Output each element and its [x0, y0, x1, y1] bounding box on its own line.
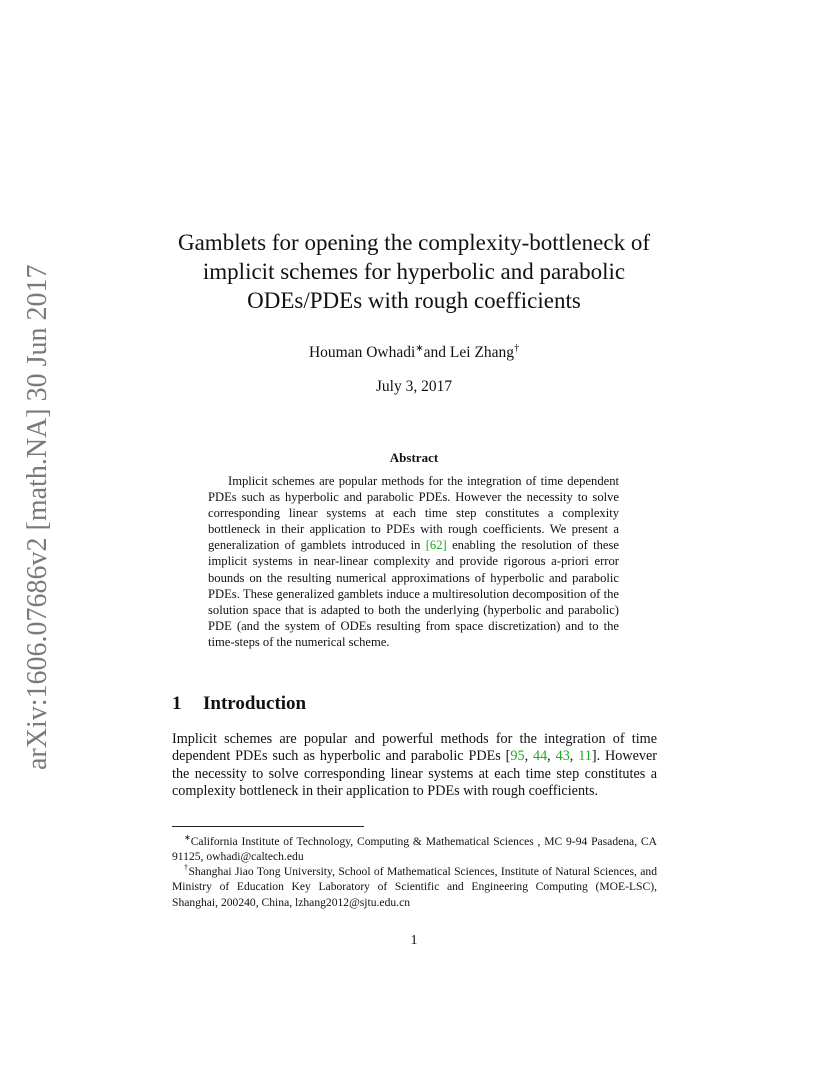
- citation-link[interactable]: 95: [510, 748, 525, 765]
- abstract-body: [208, 473, 619, 650]
- footnote-marker: ∗: [415, 343, 424, 354]
- paragraph-text: Implicit schemes are popular and powerful methods for the integration of time dependent PDEs such as hyperbolic and parabolic PDEs [: [172, 731, 657, 765]
- abstract-heading: Abstract: [389, 450, 439, 465]
- citation-link[interactable]: 43: [555, 748, 570, 765]
- section-title: Introduction: [203, 693, 307, 714]
- author-name: Lei Zhang: [449, 344, 515, 362]
- abstract-text: Implicit schemes are popular methods for the integration of time dependent PDEs such as hyperbolic and parabolic PDEs. However the necessity to solve corresponding linear systems at each time step constitutes a complexity bottleneck in their application to PDEs with rough coefficients. We present a generalization of gamblets introduced in: [208, 474, 619, 553]
- footnote: [172, 860, 657, 910]
- citation-link[interactable]: 44: [532, 748, 548, 765]
- footnote-marker: ∗: [184, 833, 191, 842]
- section-number: 1: [172, 693, 182, 714]
- footnote-divider: [172, 826, 364, 827]
- arxiv-identifier: arXiv:1606.07686v2 [math.NA] 30 Jun 2017: [22, 264, 53, 770]
- paper-title: [150, 228, 678, 315]
- author-joiner: and: [423, 344, 450, 362]
- abstract-text: enabling the resolution of these implicit systems in near-linear complexity and provide rigorous a-priori error bounds on the resulting numerical approximations of hyperbolic and parabolic PDEs. These generalized gamblets induce a multiresolution decomposition of the solution space that is adapted to both the underlying (hyperbolic and parabolic) PDE (and the system of ODEs resulting from space discretization) and to the time-steps of the numerical scheme.: [208, 538, 619, 649]
- footnote-marker: †: [514, 343, 520, 354]
- author-list: [150, 343, 678, 362]
- title-line: ODEs/PDEs with rough coefficients: [247, 288, 581, 313]
- citation-separator: ,: [547, 748, 556, 765]
- introduction-paragraph: [172, 731, 657, 801]
- footnote-text: Shanghai Jiao Tong University, School of Mathematical Sciences, Institute of Natural Sciences, and Ministry of Education Key Laboratory of Scientific and Engineering Computing (MOE-LSC), Shanghai, 200240, China, lzhang2012@sjtu.edu.cn: [172, 864, 658, 909]
- citation-link[interactable]: [62]: [425, 538, 447, 553]
- footnote-marker: †: [184, 863, 189, 872]
- citation-link[interactable]: 11: [578, 748, 592, 765]
- footnote-text: California Institute of Technology, Computing & Mathematical Sciences , MC 9-94 Pasadena, CA 91125, owhadi@caltech.edu: [172, 834, 657, 864]
- paragraph-text: ]. However the necessity to solve corresponding linear systems at each time step constitutes a complexity bottleneck in their application to PDEs with rough coefficients.: [172, 748, 658, 800]
- citation-separator: ,: [569, 748, 579, 765]
- title-line: Gamblets for opening the complexity-bottleneck of: [177, 230, 650, 255]
- citation-separator: ,: [524, 748, 533, 765]
- page-number: 1: [410, 933, 418, 948]
- publication-date: July 3, 2017: [375, 378, 453, 395]
- title-line: implicit schemes for hyperbolic and parabolic: [202, 259, 626, 284]
- author-name: Houman Owhadi: [308, 344, 416, 362]
- section-heading: [172, 693, 306, 715]
